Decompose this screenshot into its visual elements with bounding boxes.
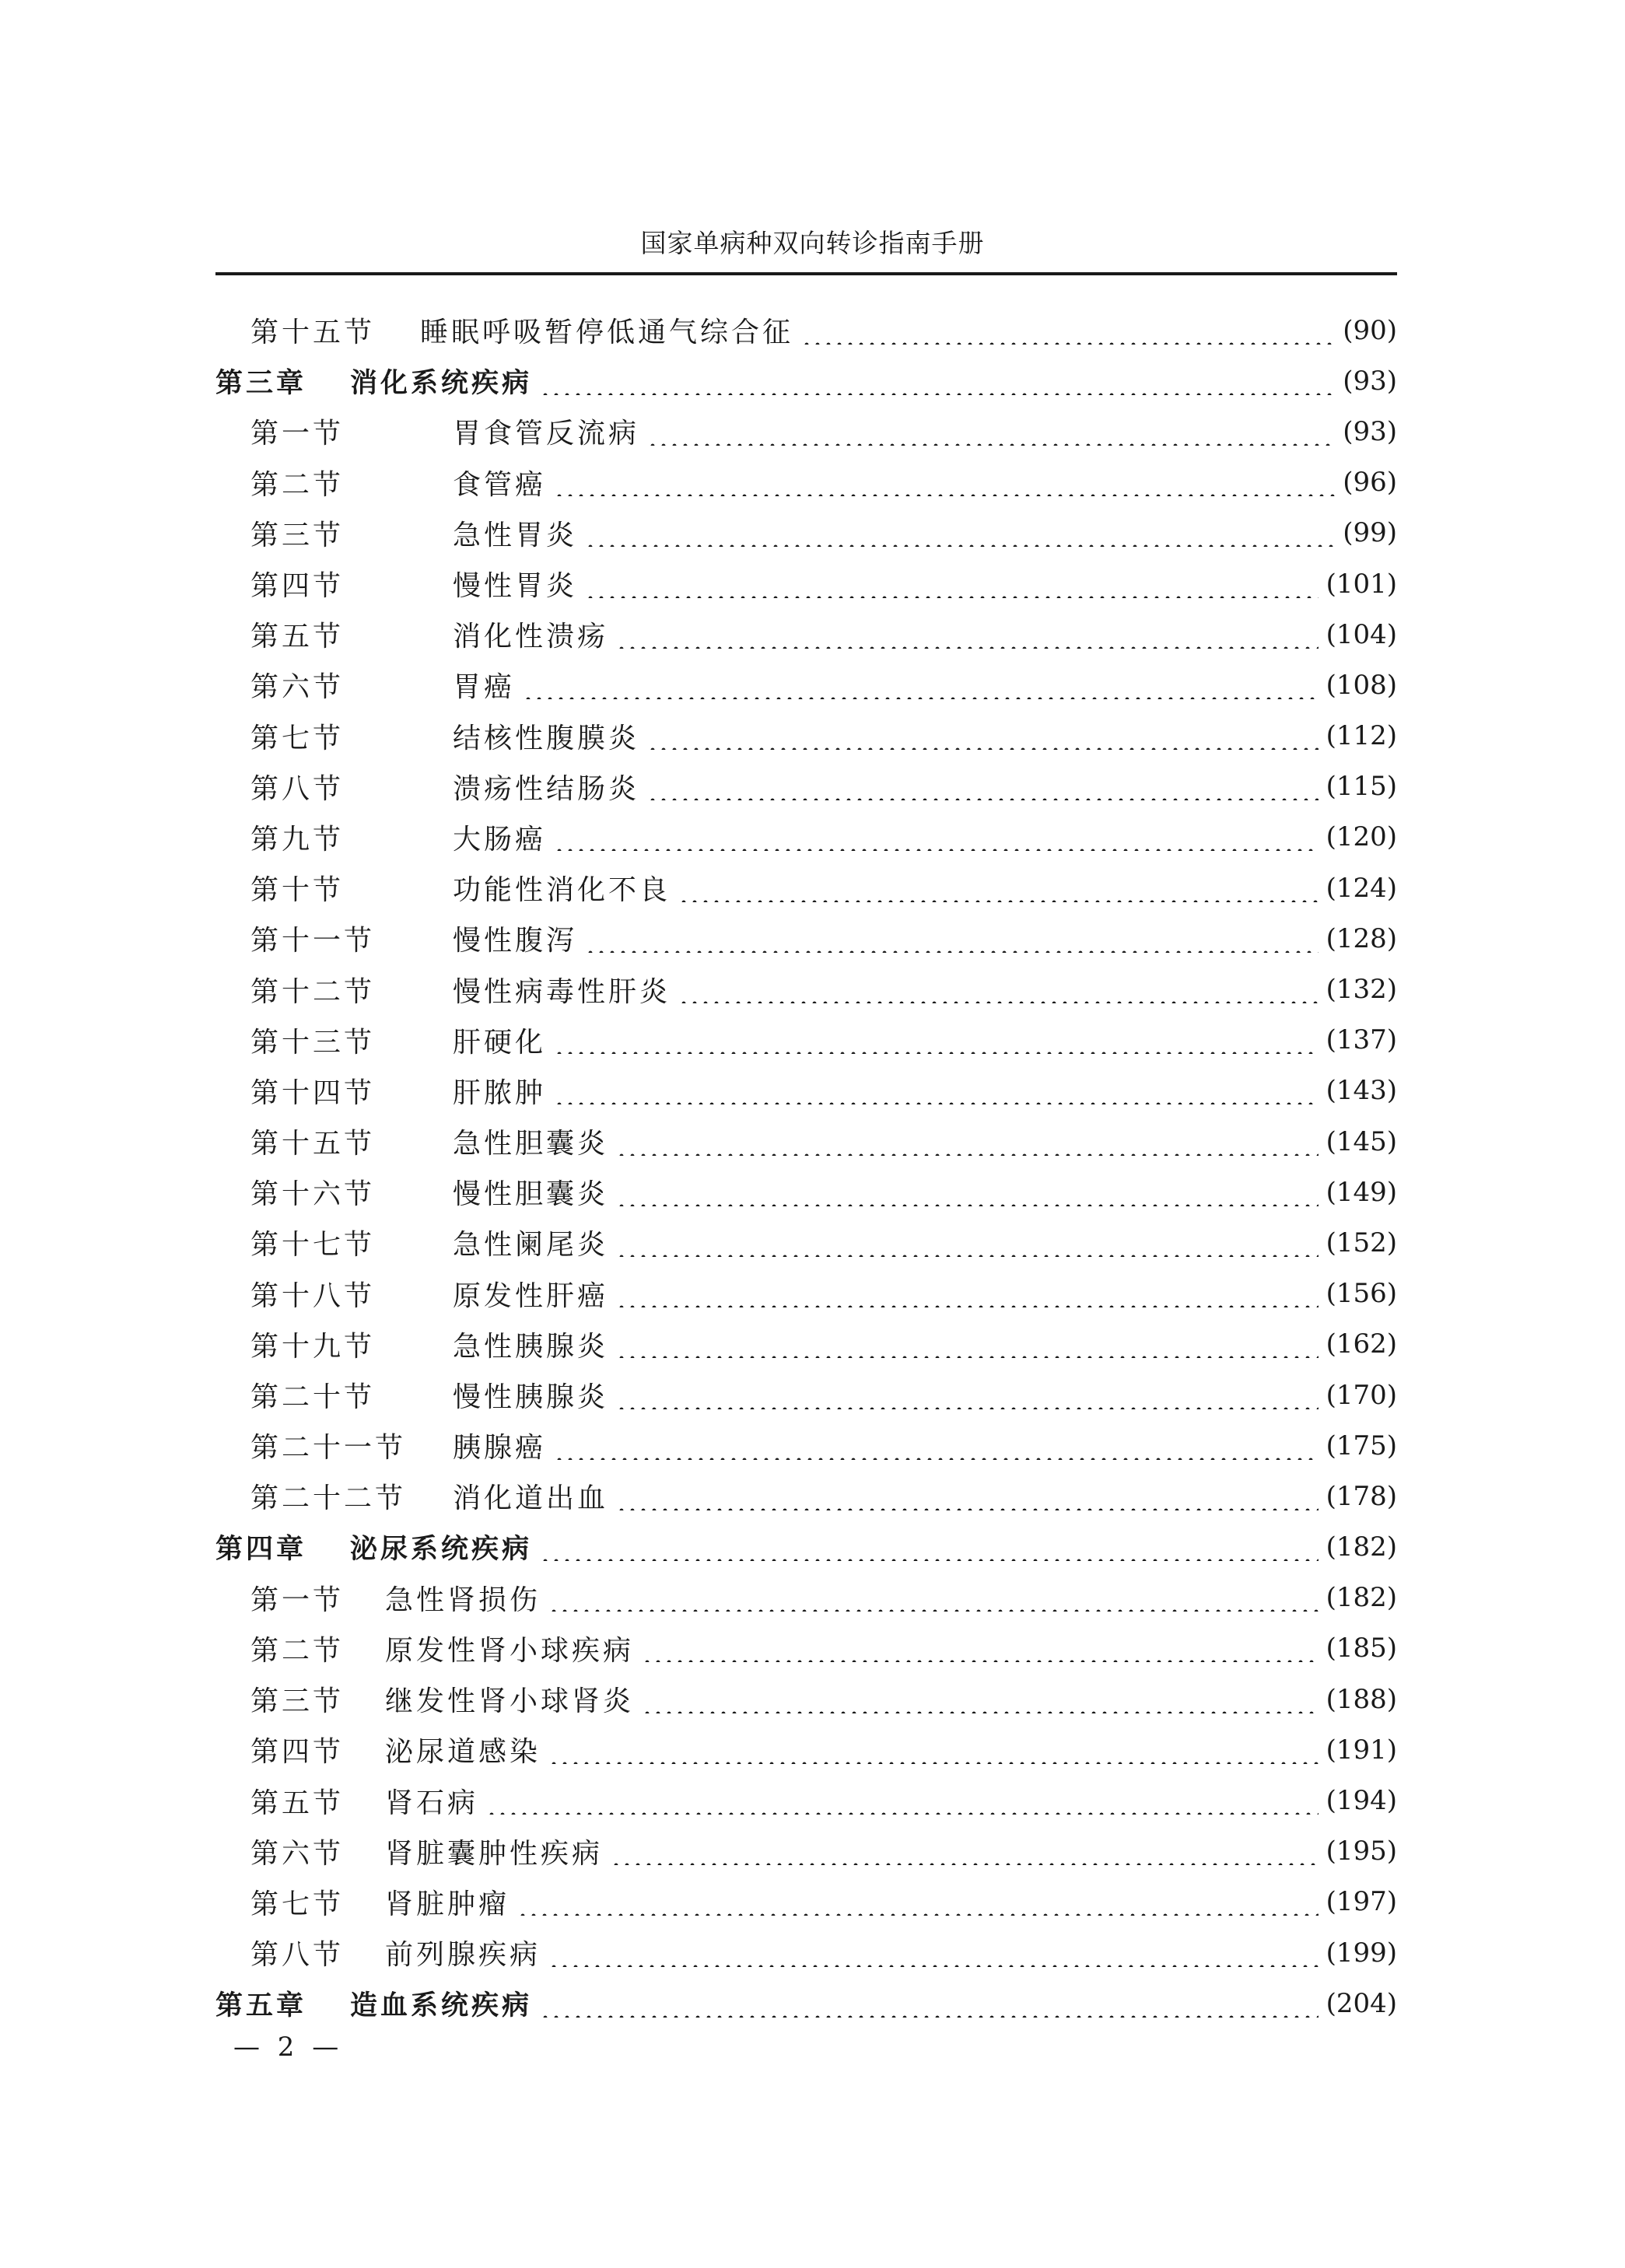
toc-section-entry[interactable] — [215, 1674, 1397, 1724]
entry-title: 功能性消化不良 — [453, 874, 671, 907]
toc-section-entry[interactable] — [215, 1066, 1397, 1116]
entry-title: 慢性胆囊炎 — [453, 1178, 609, 1211]
entry-title: 急性肾损伤 — [385, 1584, 541, 1616]
entry-number: 第五章 — [215, 1990, 307, 2021]
dot-leader — [616, 1128, 1319, 1156]
toc-section-entry[interactable] — [215, 1471, 1397, 1521]
entry-title: 原发性肝癌 — [453, 1279, 609, 1312]
toc-section-entry[interactable] — [215, 457, 1397, 508]
entry-title: 溃疡性结肠炎 — [453, 772, 640, 805]
toc-section-entry[interactable] — [215, 1167, 1397, 1217]
entry-page-number: (175) — [1326, 1430, 1397, 1461]
toc-section-entry[interactable] — [215, 1775, 1397, 1825]
entry-number: 第三节 — [250, 519, 345, 551]
dot-leader — [548, 1584, 1319, 1612]
dot-leader — [554, 1076, 1319, 1104]
entry-page-number: (143) — [1326, 1075, 1397, 1107]
entry-title: 肾脏肿瘤 — [385, 1888, 510, 1920]
dot-leader — [616, 1178, 1319, 1206]
dot-leader — [647, 418, 1335, 446]
dot-leader — [554, 468, 1335, 496]
entry-page-number: (156) — [1326, 1278, 1397, 1310]
toc-section-entry[interactable] — [215, 1116, 1397, 1167]
toc-section-entry[interactable] — [215, 305, 1397, 355]
entry-page-number: (90) — [1343, 314, 1397, 346]
toc-section-entry[interactable] — [215, 1319, 1397, 1370]
dot-leader — [642, 1685, 1319, 1713]
entry-number: 第二节 — [250, 468, 345, 501]
entry-title: 泌尿系统疾病 — [350, 1534, 533, 1566]
entry-page-number: (182) — [1326, 1582, 1397, 1614]
entry-page-number: (182) — [1326, 1531, 1397, 1563]
entry-page-number: (188) — [1326, 1683, 1397, 1715]
entry-page-number: (93) — [1343, 365, 1397, 397]
dot-leader — [585, 519, 1335, 547]
entry-page-number: (115) — [1326, 771, 1397, 803]
entry-page-number: (204) — [1326, 1987, 1397, 2019]
toc-section-entry[interactable] — [215, 761, 1397, 812]
dot-leader — [678, 975, 1319, 1003]
toc-section-entry[interactable] — [215, 1420, 1397, 1471]
entry-title: 胃食管反流病 — [453, 418, 640, 450]
dot-leader — [523, 671, 1319, 699]
entry-title: 睡眠呼吸暂停低通气综合征 — [420, 317, 794, 349]
entry-page-number: (112) — [1326, 720, 1397, 752]
entry-title: 消化性溃疡 — [453, 621, 609, 653]
entry-number: 第一节 — [250, 418, 345, 450]
entry-number: 第六节 — [250, 1837, 345, 1870]
entry-title: 泌尿道感染 — [385, 1736, 541, 1769]
dot-leader — [801, 317, 1335, 345]
entry-number: 第十六节 — [250, 1178, 376, 1211]
dot-leader — [554, 1026, 1319, 1054]
entry-title: 胰腺癌 — [453, 1432, 547, 1465]
entry-title: 肾石病 — [385, 1787, 479, 1819]
entry-page-number: (120) — [1326, 821, 1397, 853]
entry-title: 急性胰腺炎 — [453, 1330, 609, 1363]
toc-section-entry[interactable] — [215, 508, 1397, 558]
entry-page-number: (152) — [1326, 1227, 1397, 1258]
dot-leader — [486, 1787, 1319, 1815]
toc-section-entry[interactable] — [215, 913, 1397, 964]
entry-number: 第十八节 — [250, 1279, 376, 1312]
dot-leader — [616, 1330, 1319, 1358]
entry-number: 第十四节 — [250, 1076, 376, 1109]
entry-title: 慢性病毒性肝炎 — [453, 975, 671, 1008]
dot-leader — [616, 621, 1319, 649]
toc-section-entry[interactable] — [215, 812, 1397, 863]
running-header-title: 国家单病种双向转诊指南手册 — [640, 228, 985, 258]
entry-number: 第四节 — [250, 1736, 345, 1769]
dot-leader — [554, 1432, 1319, 1460]
toc-chapter-entry[interactable] — [215, 1522, 1397, 1573]
entry-number: 第八节 — [250, 1939, 345, 1972]
entry-page-number: (104) — [1326, 618, 1397, 650]
entry-title: 急性胃炎 — [453, 519, 578, 551]
header-rule — [215, 272, 1397, 275]
entry-title: 消化系统疾病 — [350, 367, 533, 399]
entry-number: 第四节 — [250, 570, 345, 603]
dot-leader — [616, 1279, 1319, 1307]
entry-page-number: (96) — [1343, 467, 1397, 499]
toc-section-entry[interactable] — [215, 1724, 1397, 1775]
entry-page-number: (199) — [1326, 1937, 1397, 1969]
toc-section-entry[interactable] — [215, 609, 1397, 660]
entry-number: 第六节 — [250, 671, 345, 704]
entry-number: 第十五节 — [250, 317, 376, 349]
entry-page-number: (191) — [1326, 1734, 1397, 1766]
entry-number: 第十二节 — [250, 975, 376, 1008]
entry-number: 第七节 — [250, 1888, 345, 1920]
toc-section-entry[interactable] — [215, 1217, 1397, 1268]
entry-number: 第十五节 — [250, 1128, 376, 1160]
entry-title: 肝脓肿 — [453, 1076, 547, 1109]
entry-number: 第十九节 — [250, 1330, 376, 1363]
entry-page-number: (132) — [1326, 974, 1397, 1006]
entry-page-number: (93) — [1343, 415, 1397, 447]
entry-page-number: (124) — [1326, 872, 1397, 904]
dot-leader — [548, 1939, 1319, 1967]
entry-page-number: (149) — [1326, 1176, 1397, 1208]
dot-leader — [647, 722, 1319, 750]
toc-section-entry[interactable] — [215, 660, 1397, 710]
entry-number: 第三章 — [215, 367, 307, 399]
dot-leader — [678, 874, 1319, 902]
toc-section-entry[interactable] — [215, 711, 1397, 761]
dot-leader — [548, 1736, 1319, 1764]
entry-number: 第二十节 — [250, 1381, 376, 1414]
entry-title: 造血系统疾病 — [350, 1990, 533, 2021]
entry-page-number: (170) — [1326, 1379, 1397, 1411]
toc-section-entry[interactable] — [215, 406, 1397, 457]
toc-chapter-entry[interactable] — [215, 355, 1397, 406]
entry-title: 原发性肾小球疾病 — [385, 1634, 635, 1667]
entry-title: 食管癌 — [453, 468, 547, 501]
entry-page-number: (162) — [1326, 1328, 1397, 1360]
dot-leader — [642, 1634, 1319, 1662]
entry-page-number: (137) — [1326, 1024, 1397, 1056]
dot-leader — [540, 1990, 1319, 2018]
entry-title: 慢性胰腺炎 — [453, 1381, 609, 1414]
entry-number: 第三节 — [250, 1685, 345, 1718]
dot-leader — [585, 570, 1319, 598]
entry-number: 第五节 — [250, 621, 345, 653]
entry-page-number: (128) — [1326, 922, 1397, 954]
entry-title: 大肠癌 — [453, 823, 547, 856]
dot-leader — [616, 1482, 1319, 1510]
entry-page-number: (195) — [1326, 1836, 1397, 1867]
dot-leader — [616, 1381, 1319, 1409]
entry-number: 第五节 — [250, 1787, 345, 1819]
entry-number: 第九节 — [250, 823, 345, 856]
toc-section-entry[interactable] — [215, 1573, 1397, 1623]
entry-title: 急性胆囊炎 — [453, 1128, 609, 1160]
entry-number: 第一节 — [250, 1584, 345, 1616]
entry-title: 消化道出血 — [453, 1482, 609, 1515]
toc-section-entry[interactable] — [215, 1877, 1397, 1927]
dot-leader — [611, 1837, 1319, 1865]
entry-title: 肝硬化 — [453, 1026, 547, 1059]
entry-page-number: (108) — [1326, 669, 1397, 701]
toc-section-entry[interactable] — [215, 964, 1397, 1014]
entry-number: 第七节 — [250, 722, 345, 754]
toc-section-entry[interactable] — [215, 558, 1397, 609]
entry-page-number: (99) — [1343, 517, 1397, 549]
entry-page-number: (178) — [1326, 1480, 1397, 1512]
entry-number: 第八节 — [250, 772, 345, 805]
entry-number: 第十三节 — [250, 1026, 376, 1059]
toc-chapter-entry[interactable] — [215, 1978, 1397, 2028]
entry-title: 结核性腹膜炎 — [453, 722, 640, 754]
entry-number: 第四章 — [215, 1534, 307, 1566]
entry-title: 慢性胃炎 — [453, 570, 578, 603]
entry-title: 急性阑尾炎 — [453, 1229, 609, 1262]
dot-leader — [517, 1888, 1319, 1916]
entry-page-number: (197) — [1326, 1886, 1397, 1918]
toc-section-entry[interactable] — [215, 1370, 1397, 1420]
dot-leader — [540, 367, 1335, 395]
entry-title: 慢性腹泻 — [453, 925, 578, 957]
entry-number: 第十节 — [250, 874, 345, 907]
toc-section-entry[interactable] — [215, 1927, 1397, 1978]
toc-section-entry[interactable] — [215, 1015, 1397, 1066]
entry-number: 第二十二节 — [250, 1482, 407, 1515]
dot-leader — [616, 1229, 1319, 1257]
dot-leader — [647, 772, 1319, 800]
toc-section-entry[interactable] — [215, 1269, 1397, 1319]
entry-number: 第十七节 — [250, 1229, 376, 1262]
entry-page-number: (194) — [1326, 1785, 1397, 1817]
toc-section-entry[interactable] — [215, 1826, 1397, 1877]
page-number: — 2 — — [233, 2032, 344, 2063]
dot-leader — [585, 925, 1319, 953]
entry-title: 胃癌 — [453, 671, 516, 704]
entry-title: 继发性肾小球肾炎 — [385, 1685, 635, 1718]
entry-number: 第二十一节 — [250, 1432, 407, 1465]
entry-number: 第二节 — [250, 1634, 345, 1667]
entry-number: 第十一节 — [250, 925, 376, 957]
table-of-contents — [215, 305, 1397, 2028]
toc-section-entry[interactable] — [215, 1623, 1397, 1674]
dot-leader — [540, 1533, 1319, 1561]
entry-page-number: (185) — [1326, 1633, 1397, 1664]
toc-section-entry[interactable] — [215, 863, 1397, 913]
entry-title: 肾脏囊肿性疾病 — [385, 1837, 604, 1870]
dot-leader — [554, 823, 1319, 851]
entry-title: 前列腺疾病 — [385, 1939, 541, 1972]
entry-page-number: (145) — [1326, 1125, 1397, 1157]
entry-page-number: (101) — [1326, 568, 1397, 600]
